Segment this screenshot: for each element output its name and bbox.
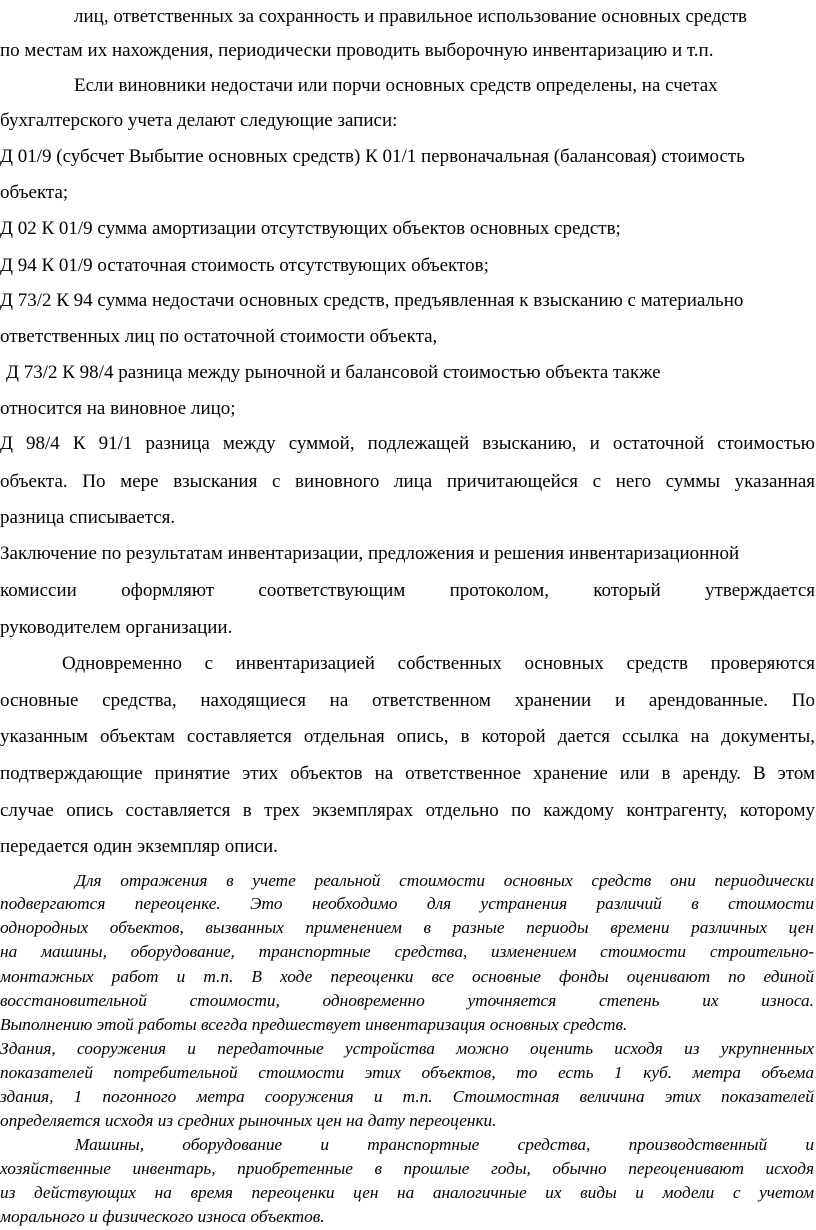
text-line: передается один экземпляр описи.: [0, 836, 278, 857]
text-line: подтверждающие принятие этих объектов на ответственное хранение или в аренду. В этом: [0, 763, 815, 784]
italic-text-line: здания, 1 погонного метра сооружения и т.п. Стоимостная величина этих показателей: [0, 1087, 814, 1106]
text-line: комиссии оформляют соответствующим протоколом, который утверждается: [0, 580, 815, 601]
text-line: Если виновники недостачи или порчи основных средств определены, на счетах: [74, 75, 718, 96]
italic-text-line: из действующих на время переоценки цен на аналогичные их виды и модели с учетом: [0, 1183, 814, 1202]
italic-text-line: морального и физического износа объектов.: [0, 1207, 325, 1226]
text-line: Д 98/4 К 91/1 разница между суммой, подлежащей взысканию, и остаточной стоимостью: [0, 433, 815, 454]
italic-text-line: подвергаются переоценке. Это необходимо для устранения различий в стоимости: [0, 894, 814, 913]
text-line: лиц, ответственных за сохранность и правильное использование основных средств: [74, 6, 747, 27]
italic-text-line: Для отражения в учете реальной стоимости основных средств они периодически: [75, 871, 814, 890]
italic-text-line: восстановительной стоимости, одновременно уточняется степень их износа.: [0, 991, 814, 1010]
text-line: ответственных лиц по остаточной стоимости объекта,: [0, 326, 438, 347]
italic-text-line: однородных объектов, вызванных применением в разные периоды времени различных цен: [0, 918, 814, 937]
text-line: объекта. По мере взыскания с виновного лица причитающейся с него суммы указанная: [0, 471, 815, 492]
italic-text-line: показателей потребительной стоимости этих объектов, то есть 1 куб. метра объема: [0, 1063, 814, 1082]
text-line: Д 73/2 К 98/4 разница между рыночной и балансовой стоимостью объекта также: [6, 362, 661, 383]
italic-text-line: на машины, оборудование, транспортные средства, изменением стоимости строительно-: [0, 942, 814, 961]
italic-text-line: монтажных работ и т.п. В ходе переоценки все основные фонды оценивают по единой: [0, 967, 814, 986]
text-line: бухгалтерского учета делают следующие записи:: [0, 110, 398, 131]
italic-text-line: Выполнению этой работы всегда предшествует инвентаризация основных средств.: [0, 1015, 628, 1034]
text-line: разница списывается.: [0, 507, 176, 528]
text-line: относится на виновное лицо;: [0, 398, 236, 419]
text-line: случае опись составляется в трех экземплярах отдельно по каждому контрагенту, которому: [0, 800, 815, 821]
text-line: Д 01/9 (субсчет Выбытие основных средств) К 01/1 первоначальная (балансовая) стоимость: [0, 146, 745, 167]
text-line: Д 94 К 01/9 остаточная стоимость отсутствующих объектов;: [0, 255, 489, 276]
text-line: руководителем организации.: [0, 617, 233, 638]
italic-text-line: хозяйственные инвентарь, приобретенные в прошлые годы, обычно переоценивают исходя: [0, 1159, 814, 1178]
text-line: указанным объектам составляется отдельная опись, в которой дается ссылка на документы,: [0, 726, 815, 747]
italic-text-line: определяется исходя из средних рыночных цен на дату переоценки.: [0, 1111, 497, 1130]
text-line: Д 02 К 01/9 сумма амортизации отсутствующих объектов основных средств;: [0, 218, 621, 239]
text-line: основные средства, находящиеся на ответственном хранении и арендованные. По: [0, 690, 815, 711]
text-line: Д 73/2 К 94 сумма недостачи основных средств, предъявленная к взысканию с материально: [0, 290, 744, 311]
text-line: Заключение по результатам инвентаризации, предложения и решения инвентаризационной: [0, 543, 740, 564]
text-line: по местам их нахождения, периодически проводить выборочную инвентаризацию и т.п.: [0, 40, 714, 61]
italic-text-line: Здания, сооружения и передаточные устройства можно оценить исходя из укрупненных: [0, 1039, 814, 1058]
italic-text-line: Машины, оборудование и транспортные средства, производственный и: [75, 1135, 814, 1154]
text-line: Одновременно с инвентаризацией собственных основных средств проверяются: [62, 653, 815, 674]
text-line: объекта;: [0, 182, 69, 203]
